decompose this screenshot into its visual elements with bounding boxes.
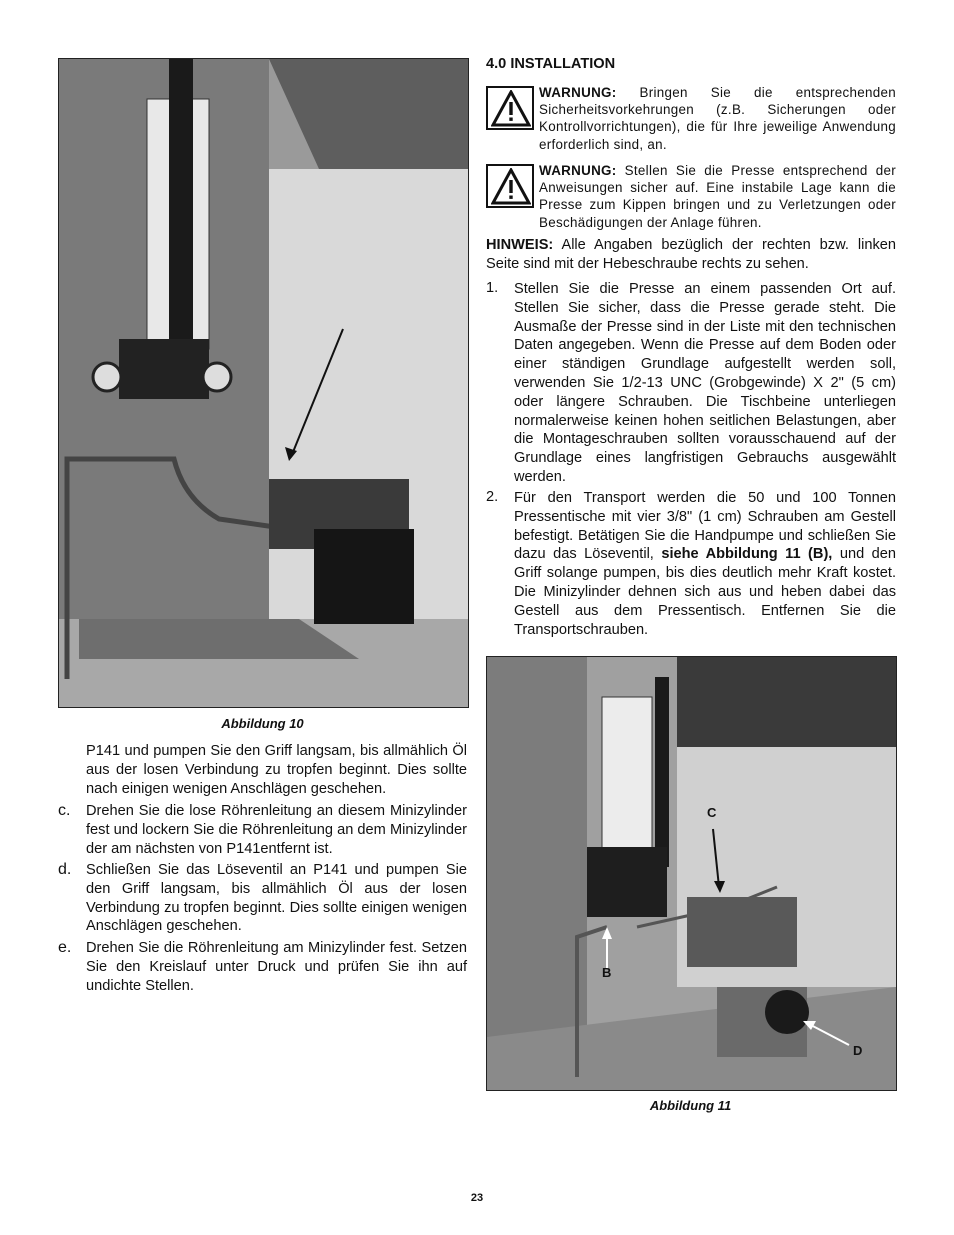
figure-11-label-c: C — [707, 805, 717, 820]
note-label: HINWEIS: — [486, 237, 554, 253]
note-text: Alle Angaben bezüglich der rechten bzw. linken Seite sind mit der Hebeschraube rechts zu sehen. — [486, 237, 896, 272]
warning-2-text: Stellen Sie die Presse entsprechend der Anweisungen sicher auf. Eine instabile Lage kann die Presse zum Kippen bringen und zu Verletzungen oder Beschädigungen der Anlage führen. — [539, 163, 896, 230]
warning-triangle-icon — [486, 164, 534, 208]
step-1 — [486, 280, 896, 490]
step-marker: 2. — [486, 489, 499, 505]
section-heading: 4.0 INSTALLATION — [486, 56, 616, 72]
step-1-text: Stellen Sie die Presse an einem passenden Ort auf. Stellen Sie sicher, dass die Presse gerade steht. Die Ausmaße der Presse sind in der Liste mit den technischen Daten angegeben. Wenn die Presse auf dem Boden oder einer ständigen Grundlage aufgestellt werden soll, verwenden Sie 1/2-13 UNC (Grobgewinde) X 2" (5 cm) oder längere Schrauben. Die Tischbeine unterliegen normalerweise keinen hohen seitlichen Belastungen, aber die Montageschrauben sollten vorausschauend auf der Grundlage eines langfristigen Gebrauchs ausgewählt werden. — [514, 281, 896, 485]
step-2-text-after: und den Griff solange pumpen, bis dies deutlich mehr Kraft kostet. Die Minizylinder dehnen sich aus und heben dabei das Gestell aus dem Pressentisch. Entfernen Sie die Transportschrauben. — [514, 546, 896, 638]
figure-10-photo — [58, 58, 469, 708]
warning-label: WARNUNG: — [539, 163, 617, 178]
step-2-text — [514, 489, 896, 639]
warning-triangle-icon — [486, 86, 534, 130]
figure-10-illustration — [59, 59, 468, 707]
list-item-d — [58, 861, 467, 941]
warning-label: WARNUNG: — [539, 85, 617, 100]
warning-block-2 — [486, 162, 896, 231]
figure-11-photo — [486, 656, 897, 1091]
list-marker: e. — [58, 939, 72, 956]
list-item-e — [58, 939, 467, 999]
figure-10-caption: Abbildung 10 — [221, 716, 304, 731]
warning-1-text-top — [486, 84, 896, 153]
figure-11-label-d: D — [853, 1043, 863, 1058]
list-item-c — [58, 802, 467, 862]
figure-11-label-b: B — [602, 965, 612, 980]
warning-2-text-wrap — [486, 162, 896, 231]
note-paragraph — [486, 236, 896, 274]
warning-1-text: Bringen Sie die entsprechenden Sicherheitsvorkehrungen (z.B. Sicherungen oder Kontrollvorrichtungen), die für Ihre jeweilige Anwendung erforderlich sind, an. — [539, 85, 896, 152]
list-marker: d. — [58, 861, 72, 878]
list-marker: c. — [58, 802, 71, 819]
continuation-paragraph: P141 und pumpen Sie den Griff langsam, bis allmählich Öl aus der losen Verbindung zu tropfen beginnt. Dies sollte nach einigen wenigen Anschlägen geschehen. — [86, 743, 467, 797]
figure-11-illustration — [487, 657, 896, 1090]
list-text: Schließen Sie das Löseventil an P141 und pumpen Sie den Griff langsam, bis allmählich Öl aus der losen Verbindung zu tropfen beginnt. Dies sollte einigen wenigen Anschlägen geschehen. — [86, 862, 467, 935]
step-2-figure-reference: siehe Abbildung 11 (B), — [661, 546, 833, 563]
figure-11-caption: Abbildung 11 — [649, 1098, 732, 1113]
step-marker: 1. — [486, 280, 499, 296]
list-text: Drehen Sie die lose Röhrenleitung an diesem Minizylinder fest und lockern Sie die Röhrenleitung an dem Minizylinder der am nächsten von P141entfernt ist. — [86, 803, 467, 857]
step-2-text-before: Für den Transport werden die 50 und 100 Tonnen Pressentische mit vier 3/8" (1 cm) Schrauben am Gestell befestigt. Betätigen Sie die Handpumpe und schließen Sie dazu das Löseventil, — [514, 490, 896, 563]
page-number: 23 — [470, 1192, 484, 1204]
warning-block-1 — [486, 84, 896, 153]
step-2 — [486, 489, 896, 639]
list-text: Drehen Sie die Röhrenleitung am Minizylinder fest. Setzen Sie den Kreislauf unter Druck und prüfen Sie ihn auf undichte Stellen. — [86, 940, 467, 994]
